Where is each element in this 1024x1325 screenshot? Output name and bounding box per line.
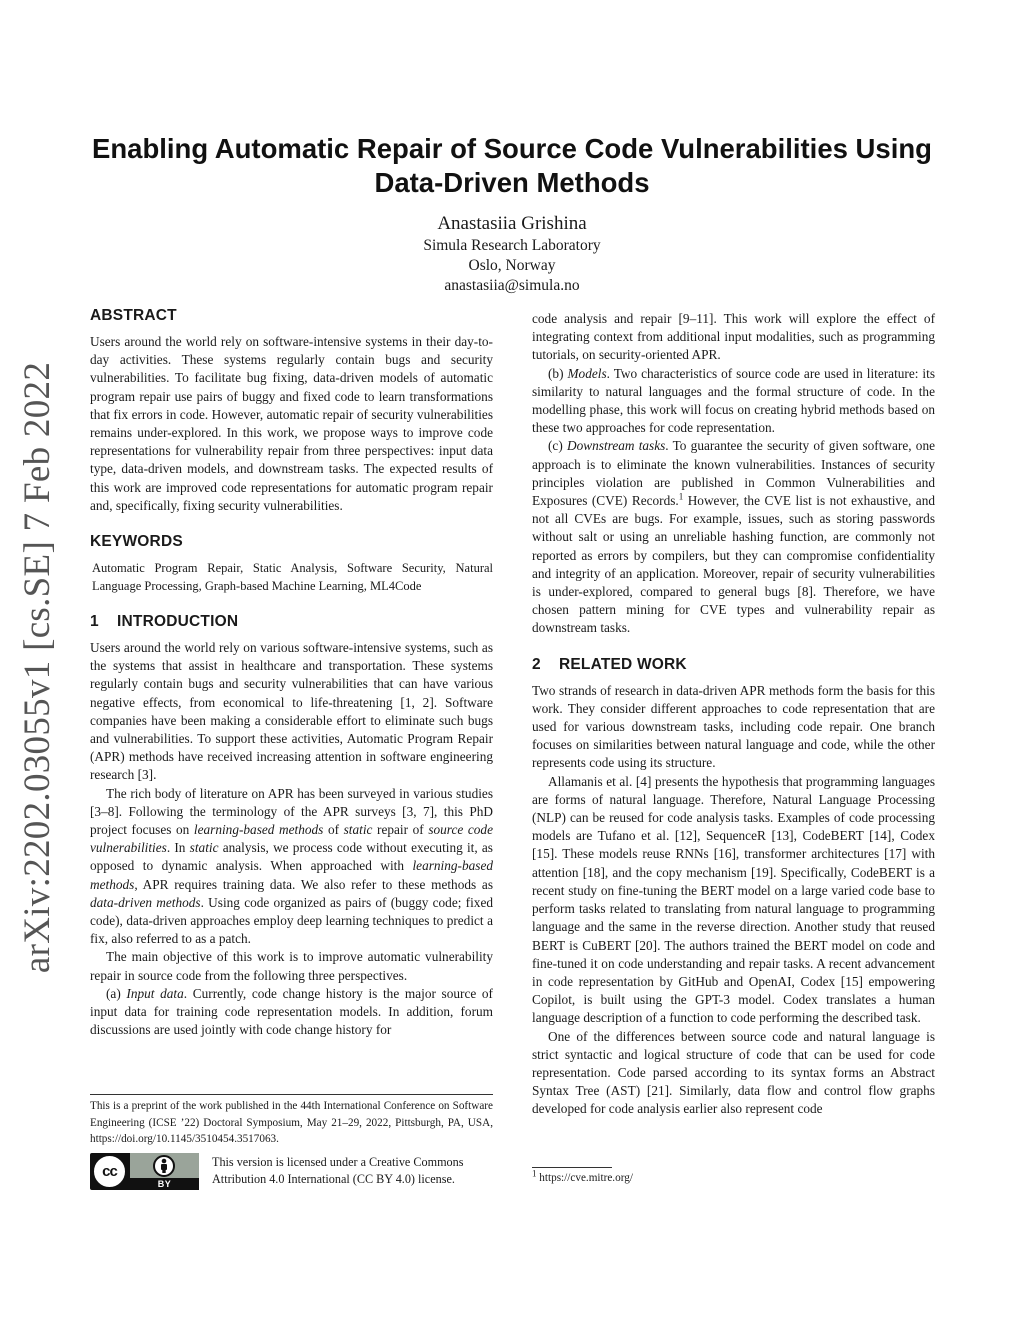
left-column bbox=[90, 305, 493, 1040]
author-name: Anastasiia Grishina bbox=[437, 213, 587, 234]
models-paragraph: (b) Models. Two characteristics of source code are used in literature: its similarity to natural languages and the formal structure of code. In the modelling phase, this work will focus on creating hybrid methods based on these two approaches for code representation. bbox=[532, 365, 935, 436]
preprint-notice: This is a preprint of the work published in the 44th International Conference on Software Engineering (ICSE ’22) Doctoral Symposium, May 21–29, 2022, Pittsburgh, PA, USA, https://doi.org/10.1145/3510454.3517063. bbox=[90, 1100, 493, 1145]
footer-divider bbox=[90, 1094, 493, 1095]
intro-paragraph-2: The rich body of literature on APR has been surveyed in various studies [3–8]. Following the terminology of the APR surveys [3, 7], this PhD project focuses on learning-based methods of static repair of source code vulnerabilities. In static analysis, we process code without executing it, as opposed to dynamic analysis. When approached with learning-based methods, APR requires training data. We also refer to these methods as data-driven methods. Using code organized as pairs of (buggy code; fixed code), data-driven approaches employ deep learning techniques to predict a fix, also referred to as a patch. bbox=[90, 785, 493, 947]
footnote-number: 1 bbox=[532, 1168, 537, 1179]
related-paragraph-3: One of the differences between source code and natural language is strict syntactic and logical structure of code that can be used for code representation. Code parsed according to its syntax forms an Abstract Syntax Tree (AST) [21]. Similarly, data flow and control flow graphs developed for code analysis earlier also represent code bbox=[532, 1028, 935, 1117]
related-paragraph-2: Allamanis et al. [4] presents the hypothesis that programming languages are forms of natural language. Therefore, Natural Language Processing (NLP) can be reused for code analysis tasks. Examples of code processing models are Tufano et al. [12], SequenceR [13], CodeBERT [14], Codex [15]. These models reuse RNNs [16], transformer architectures [17] with attention [18], and the copy mechanism [19]. Specifically, CodeBERT is a recent study on fine-tuning the BERT model on a large varied code base to perform tasks related to translating from natural language to programming language and the same in the reverse direction. Another study that reused BERT is CuBERT [20]. The authors trained the BERT model on code and fine-tuned it on code understanding and repair tasks. A recent advancement in code representation by GitHub and OpenAI, Codex [15] empowering Copilot, is built using the GPT-3 model. Codex translates a human language description of a function to code performing the described task. bbox=[532, 773, 935, 1026]
abstract-heading: ABSTRACT bbox=[90, 307, 177, 324]
footnote bbox=[532, 1168, 633, 1186]
paper-title: Enabling Automatic Repair of Source Code Vulnerabilities Using Data-Driven Methods bbox=[92, 133, 932, 198]
author-email[interactable]: anastasiia@simula.no bbox=[444, 277, 580, 294]
downstream-paragraph: (c) Downstream tasks. To guarantee the security of given software, one approach is to eliminate the known vulnerabilities. Instances of security principles violation are published in Common Vulnerabilities and Exposures (CVE) Records.$^1$ However, the CVE list is not exhaustive, and not all CVEs are bugs. For example, issues, such as storing passwords without salt or using an unreliable hashing function, are commonly not reported as errors by compilers, but they can compromise confidentiality and integrity of an application. Moreover, repair of security vulnerabilities is under-explored, compared to general bugs [8]. Therefore, we have chosen pattern mining for CVE types and vulnerability repair as downstream tasks. bbox=[532, 438, 935, 636]
related-paragraph-1: Two strands of research in data-driven APR methods form the basis for this work. They consider different approaches to code representation that are used for various downstream tasks, including code repair. One branch focuses on similarities between natural language and code, while the other represents code using its structure. bbox=[532, 682, 935, 771]
abstract-text: Users around the world rely on software-intensive systems in their day-to-day activities. These systems regularly contain bugs and security vulnerabilities. To facilitate bug fixing, data-driven models of automatic program repair use pairs of buggy and fixed code to learn transformations that fix errors in code. However, automatic repair of security vulnerabilities remains under-explored. In this work, we propose ways to improve code representations for vulnerability repair from three perspectives: input data type, data-driven models, and downstream tasks. The expected results of this work are improved code representations for automatic program repair and, specifically, fixing security vulnerabilities. bbox=[90, 334, 493, 513]
author-location: Oslo, Norway bbox=[468, 257, 556, 274]
cc-logo-icon: cc bbox=[93, 1155, 126, 1188]
intro-heading bbox=[90, 611, 493, 633]
intro-title: INTRODUCTION bbox=[117, 613, 239, 631]
intro-paragraph-1: Users around the world rely on various software-intensive systems, such as the systems that assist in healthcare and transportation. These systems regularly contain bugs and security vulnerabilities that can have various negative effects, from economical to life-threatening [1, 2]. Software companies have been making a considerable effort to eliminate such bugs and vulnerabilities. To support these activities, Automatic Program Repair (APR) methods have received increasing attention in software engineering research [3]. bbox=[90, 640, 493, 783]
footnote-marker: 1 bbox=[678, 491, 684, 502]
intro-number: 1 bbox=[90, 613, 99, 631]
author-affiliation: Simula Research Laboratory bbox=[423, 237, 601, 254]
related-title: RELATED WORK bbox=[559, 655, 687, 673]
intro-continued-paragraph: code analysis and repair [9–11]. This work will explore the effect of integrating context from additional input modalities, such as programming tutorials, on security-oriented APR. bbox=[532, 311, 935, 363]
arxiv-side-identifier bbox=[6, 361, 70, 973]
by-label: BY bbox=[130, 1178, 199, 1190]
keywords-heading: KEYWORDS bbox=[90, 533, 183, 551]
footnote-url[interactable]: https://cve.mitre.org/ bbox=[539, 1172, 633, 1184]
author-block bbox=[312, 212, 712, 296]
intro-paragraph-4: (a) Input data. Currently, code change history is the major source of input data for training code representation models. In addition, forum discussions are used jointly with code change history for bbox=[90, 985, 493, 1038]
arxiv-id-text: arXiv:2202.03055v1 [cs.SE] 7 Feb 2022 bbox=[17, 361, 59, 973]
license-text: This version is licensed under a Creative Commons Attribution 4.0 International (CC BY 4.0) license. bbox=[212, 1155, 464, 1186]
attribution-person-icon bbox=[153, 1155, 175, 1177]
related-number: 2 bbox=[532, 655, 541, 673]
cc-by-license-badge[interactable] bbox=[90, 1153, 199, 1190]
footnote-divider bbox=[532, 1167, 612, 1168]
right-column bbox=[532, 310, 935, 1119]
intro-paragraph-3: The main objective of this work is to improve automatic vulnerability repair in source code from the following three perspectives. bbox=[90, 949, 493, 983]
related-heading bbox=[532, 654, 935, 676]
keywords-text: Automatic Program Repair, Static Analysis, Software Security, Natural Language Processing, Graph-based Machine Learning, ML4Code bbox=[92, 561, 493, 594]
